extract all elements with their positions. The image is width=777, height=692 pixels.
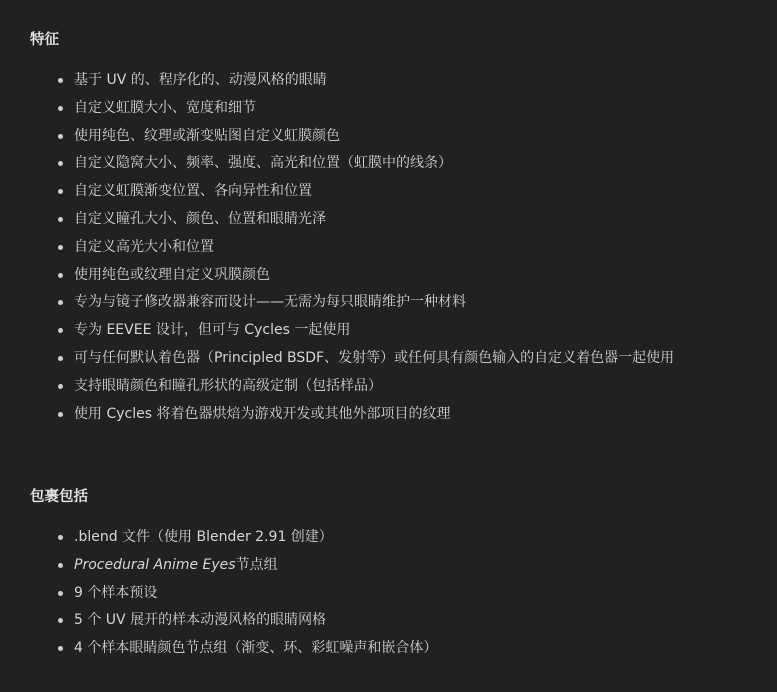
- list-item: 使用 Cycles 将着色器烘焙为游戏开发或其他外部项目的纹理: [0, 404, 674, 432]
- bullet-icon: [58, 563, 63, 568]
- bullet-icon: [58, 245, 63, 250]
- list-item: 自定义隐窝大小、频率、强度、高光和位置（虹膜中的线条）: [0, 153, 674, 181]
- package-heading: 包裹包括: [30, 489, 88, 505]
- list-item: 自定义虹膜渐变位置、各向异性和位置: [0, 181, 674, 209]
- bullet-icon: [58, 356, 63, 361]
- bullet-icon: [58, 217, 63, 222]
- features-heading: 特征: [30, 32, 59, 48]
- bullet-icon: [58, 646, 63, 651]
- bullet-icon: [58, 300, 63, 305]
- bullet-icon: [58, 78, 63, 83]
- bullet-icon: [58, 161, 63, 166]
- bullet-icon: [58, 106, 63, 111]
- bullet-icon: [58, 328, 63, 333]
- bullet-icon: [58, 384, 63, 389]
- list-item: 自定义高光大小和位置: [0, 237, 674, 265]
- bullet-icon: [58, 273, 63, 278]
- list-item: 专为与镜子修改器兼容而设计——无需为每只眼睛维护一种材料: [0, 292, 674, 320]
- node-group-name: Procedural Anime Eyes: [74, 556, 236, 573]
- bullet-icon: [58, 591, 63, 596]
- list-item: 5 个 UV 展开的样本动漫风格的眼睛网格: [0, 610, 437, 638]
- bullet-icon: [58, 412, 63, 417]
- list-item: 9 个样本预设: [0, 583, 437, 611]
- list-item: 自定义瞳孔大小、颜色、位置和眼睛光泽: [0, 209, 674, 237]
- features-list: [0, 70, 674, 431]
- list-item: Procedural Anime Eyes节点组: [0, 555, 437, 583]
- list-item: 使用纯色或纹理自定义巩膜颜色: [0, 265, 674, 293]
- bullet-icon: [58, 535, 63, 540]
- list-item: 基于 UV 的、程序化的、动漫风格的眼睛: [0, 70, 674, 98]
- list-item: 支持眼睛颜色和瞳孔形状的高级定制（包括样品）: [0, 376, 674, 404]
- list-item: 自定义虹膜大小、宽度和细节: [0, 98, 674, 126]
- list-item: 可与任何默认着色器（Principled BSDF、发射等）或任何具有颜色输入的自定义着色器一起使用: [0, 348, 674, 376]
- bullet-icon: [58, 189, 63, 194]
- list-item: .blend 文件（使用 Blender 2.91 创建）: [0, 527, 437, 555]
- list-item: 使用纯色、纹理或渐变贴图自定义虹膜颜色: [0, 126, 674, 154]
- list-item: 4 个样本眼睛颜色节点组（渐变、环、彩虹噪声和嵌合体）: [0, 638, 437, 666]
- bullet-icon: [58, 134, 63, 139]
- list-item: 专为 EEVEE 设计，但可与 Cycles 一起使用: [0, 320, 674, 348]
- bullet-icon: [58, 618, 63, 623]
- package-list: [0, 527, 437, 666]
